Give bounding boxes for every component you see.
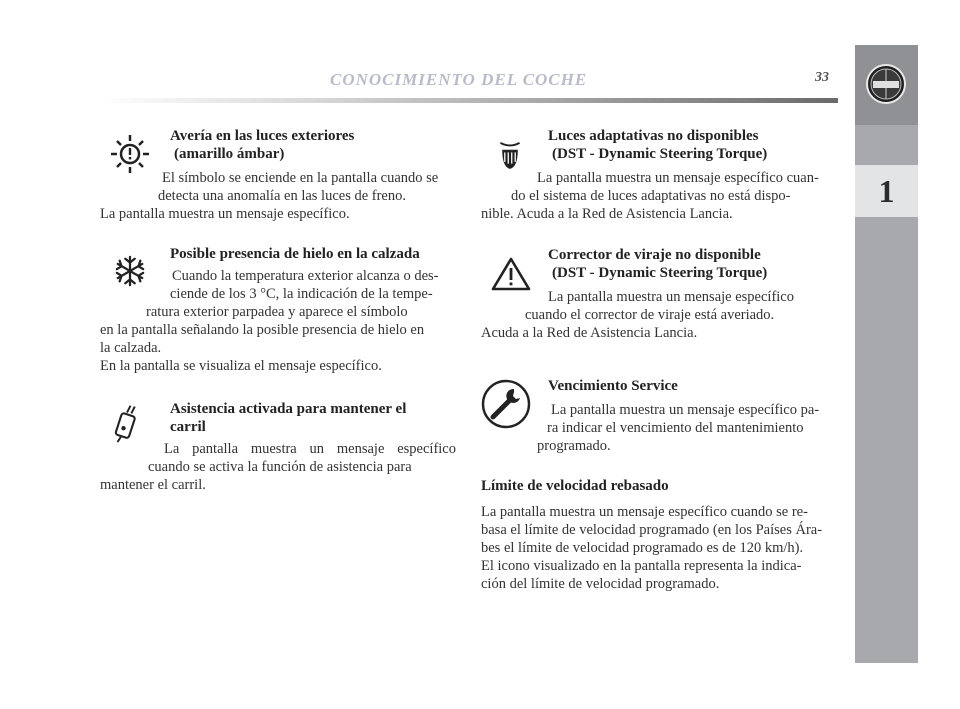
body-line: La pantalla muestra un mensaje específico bbox=[548, 289, 794, 305]
chapter-number: 1 bbox=[878, 173, 895, 209]
section-adaptive-lights bbox=[481, 127, 839, 223]
warning-triangle-icon bbox=[491, 256, 531, 292]
section-title: Posible presencia de hielo en la calzada bbox=[170, 246, 420, 262]
body-line: La pantalla muestra un mensaje específico pa- bbox=[551, 402, 820, 418]
section-title: carril bbox=[170, 419, 206, 435]
body-line: cuando el corrector de viraje está averiado. bbox=[525, 307, 775, 323]
body-line: cuando se activa la función de asistencia para bbox=[148, 459, 412, 475]
exterior-light-failure-icon bbox=[110, 133, 150, 173]
section-service-due bbox=[481, 377, 839, 455]
body-line: detecta una anomalía en las luces de freno. bbox=[158, 188, 406, 204]
section-ice-warning bbox=[100, 245, 456, 375]
section-title: Corrector de viraje no disponible bbox=[548, 247, 761, 263]
body-line: do el sistema de luces adaptativas no está dispo- bbox=[511, 188, 791, 204]
running-header-title: CONOCIMIENTO DEL COCHE bbox=[330, 70, 588, 89]
section-title: Luces adaptativas no disponibles bbox=[548, 128, 759, 144]
chapter-side-tab bbox=[855, 45, 918, 663]
body-line: bes el límite de velocidad programado es de 120 km/h). bbox=[481, 540, 804, 556]
body-line: Acuda a la Red de Asistencia Lancia. bbox=[481, 325, 698, 341]
body-line: La pantalla muestra un mensaje específico cuando se re- bbox=[481, 504, 808, 520]
body-line: El icono visualizado en la pantalla representa la indica- bbox=[481, 558, 802, 574]
body-line: La pantalla muestra un mensaje específico bbox=[164, 441, 456, 457]
header-rule bbox=[100, 98, 838, 103]
body-line: ratura exterior parpadea y aparece el símbolo bbox=[146, 304, 408, 320]
body-line: en la pantalla señalando la posible presencia de hielo en bbox=[100, 322, 425, 338]
body-line: La pantalla muestra un mensaje específico. bbox=[100, 206, 350, 222]
section-title: (DST - Dynamic Steering Torque) bbox=[552, 265, 768, 281]
section-speed-limit bbox=[481, 477, 839, 593]
section-title: (DST - Dynamic Steering Torque) bbox=[552, 146, 768, 162]
wrench-service-icon bbox=[481, 379, 531, 429]
section-exterior-lights bbox=[100, 127, 456, 223]
section-lane-assist bbox=[100, 400, 456, 494]
body-line: ra indicar el vencimiento del mantenimiento bbox=[547, 420, 804, 436]
adaptive-lights-icon bbox=[497, 137, 523, 173]
section-title: Avería en las luces exteriores bbox=[170, 128, 355, 144]
body-line: nible. Acuda a la Red de Asistencia Lancia. bbox=[481, 206, 733, 222]
body-line: programado. bbox=[537, 438, 611, 454]
lancia-logo-icon bbox=[865, 63, 907, 105]
logo-box bbox=[855, 45, 918, 125]
body-line: basa el límite de velocidad programado (en los Países Ára- bbox=[481, 522, 823, 538]
section-steering-corrector bbox=[481, 246, 839, 342]
body-line: El símbolo se enciende en la pantalla cuando se bbox=[162, 170, 439, 186]
page-number: 33 bbox=[815, 70, 829, 85]
section-title: Vencimiento Service bbox=[548, 378, 678, 394]
section-title: (amarillo ámbar) bbox=[174, 146, 285, 162]
section-title: Asistencia activada para mantener el bbox=[170, 401, 407, 417]
section-title: Límite de velocidad rebasado bbox=[481, 478, 669, 494]
snowflake-icon bbox=[114, 255, 146, 287]
body-line: mantener el carril. bbox=[100, 477, 206, 493]
lane-keep-assist-icon bbox=[114, 402, 140, 444]
body-line: ción del límite de velocidad programado. bbox=[481, 576, 720, 592]
body-line: La pantalla muestra un mensaje específico cuan- bbox=[537, 170, 819, 186]
body-line: En la pantalla se visualiza el mensaje específico. bbox=[100, 358, 382, 374]
body-line: la calzada. bbox=[100, 340, 162, 356]
body-line: Cuando la temperatura exterior alcanza o des- bbox=[172, 268, 439, 284]
body-line: ciende de los 3 °C, la indicación de la tempe- bbox=[170, 286, 433, 302]
